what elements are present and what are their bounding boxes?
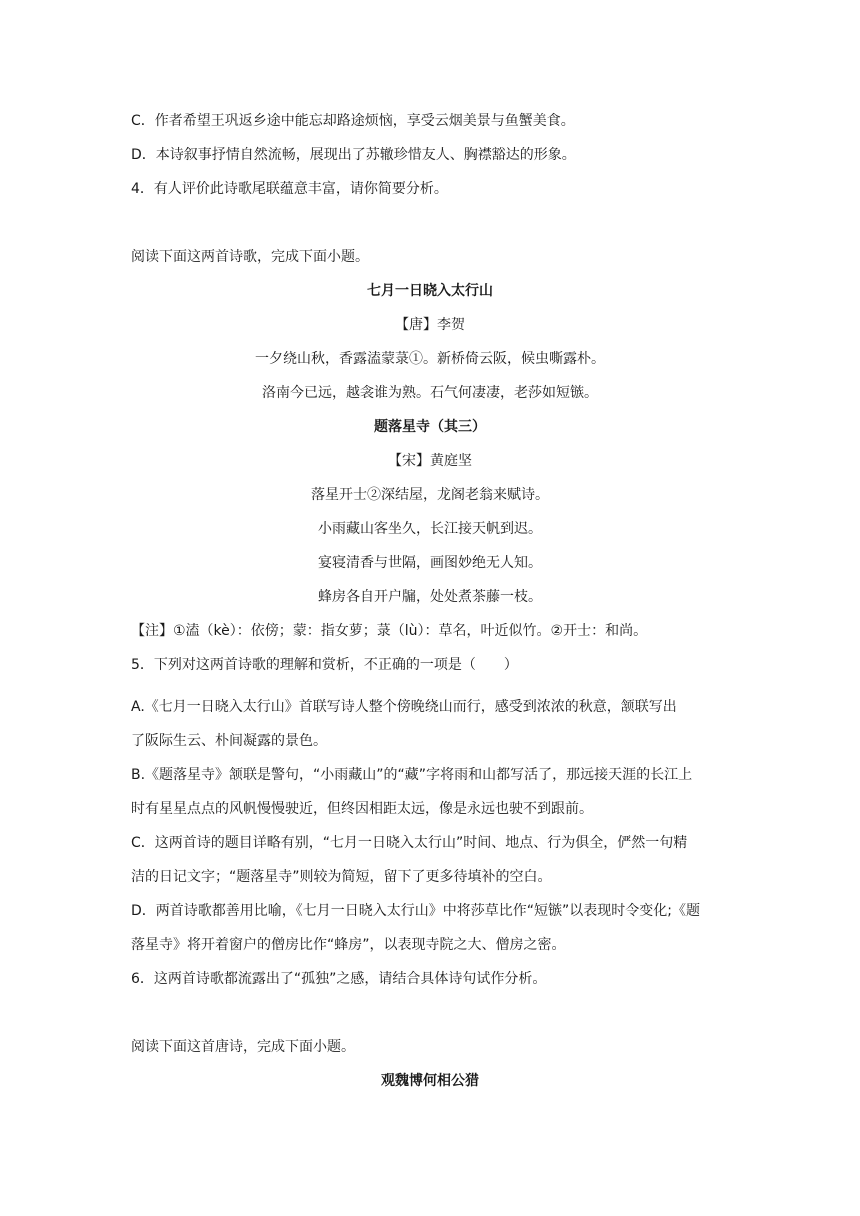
question-4: 4．有人评价此诗歌尾联蕴意丰富，请你简要分析。: [131, 181, 448, 197]
option-a-line2: 了阪际生云、朴间凝露的景色。: [131, 733, 327, 749]
poem-line: 宴寝清香与世隔，画图妙绝无人知。: [318, 555, 542, 571]
question-5: 5．下列对这两首诗歌的理解和赏析，不正确的一项是（ ）: [131, 657, 518, 673]
option-b-line2: 时有星星点点的风帆慢慢驶近，但终因相距太远，像是永远也驶不到跟前。: [131, 801, 593, 817]
option-c-line1: C．这两首诗的题目详略有别，“七月一日晓入太行山”时间、地点、行为俱全，俨然一句精: [131, 835, 688, 851]
option-c-line2: 洁的日记文字；“题落星寺”则较为简短，留下了更多待填补的空白。: [131, 869, 552, 885]
poem-author-2: 【宋】黄庭坚: [388, 453, 472, 469]
option-a-line1: A.《七月一日晓入太行山》首联写诗人整个傍晚绕山而行，感受到浓浓的秋意，颔联写出: [131, 699, 677, 715]
annotation-note: 【注】①溘（kè）：依傍；蒙：指女萝；菉（lù）：草名，叶近似竹。②开士：和尚。: [131, 623, 648, 639]
poem-line: 洛南今已远，越衾谁为熟。石气何凄凄，老莎如短镞。: [262, 385, 598, 401]
option-d-line2: 落星寺》将开着窗户的僧房比作“蜂房”，以表现寺院之大、僧房之密。: [131, 937, 566, 953]
question-6: 6．这两首诗歌都流露出了“孤独”之感，请结合具体诗句试作分析。: [131, 971, 547, 987]
section-instruction: 阅读下面这两首诗歌，完成下面小题。: [131, 249, 369, 265]
poem-title-1: 七月一日晓入太行山: [367, 283, 493, 299]
poem-line: 小雨藏山客坐久，长江接天帆到迟。: [318, 521, 542, 537]
poem-title-3: 观魏博何相公猎: [381, 1073, 479, 1089]
poem-title-2: 题落星寺（其三）: [374, 419, 486, 435]
poem-line: 蜂房各自开户牖，处处煮茶藤一枝。: [318, 589, 542, 605]
option-b-line1: B.《题落星寺》颔联是警句，“小雨藏山”的“藏”字将雨和山都写活了，那远接天涯的长江上: [131, 767, 693, 783]
option-d-line1: D．两首诗歌都善用比喻，《七月一日晓入太行山》中将莎草比作“短镞”以表现时令变化;《题: [131, 903, 701, 919]
poem-line: 一夕绕山秋，香露溘蒙菉①。新桥倚云阪，候虫嘶露朴。: [255, 351, 605, 367]
option-d-text: D．本诗叙事抒情自然流畅，展现出了苏辙珍惜友人、胸襟豁达的形象。: [131, 147, 576, 163]
poem-line: 落星开士②深结屋，龙阁老翁来赋诗。: [311, 487, 549, 503]
poem-author-1: 【唐】李贺: [395, 317, 465, 333]
section-instruction-2: 阅读下面这首唐诗，完成下面小题。: [131, 1039, 355, 1055]
option-c-text: C．作者希望王巩返乡途中能忘却路途烦恼，享受云烟美景与鱼蟹美食。: [131, 113, 575, 129]
